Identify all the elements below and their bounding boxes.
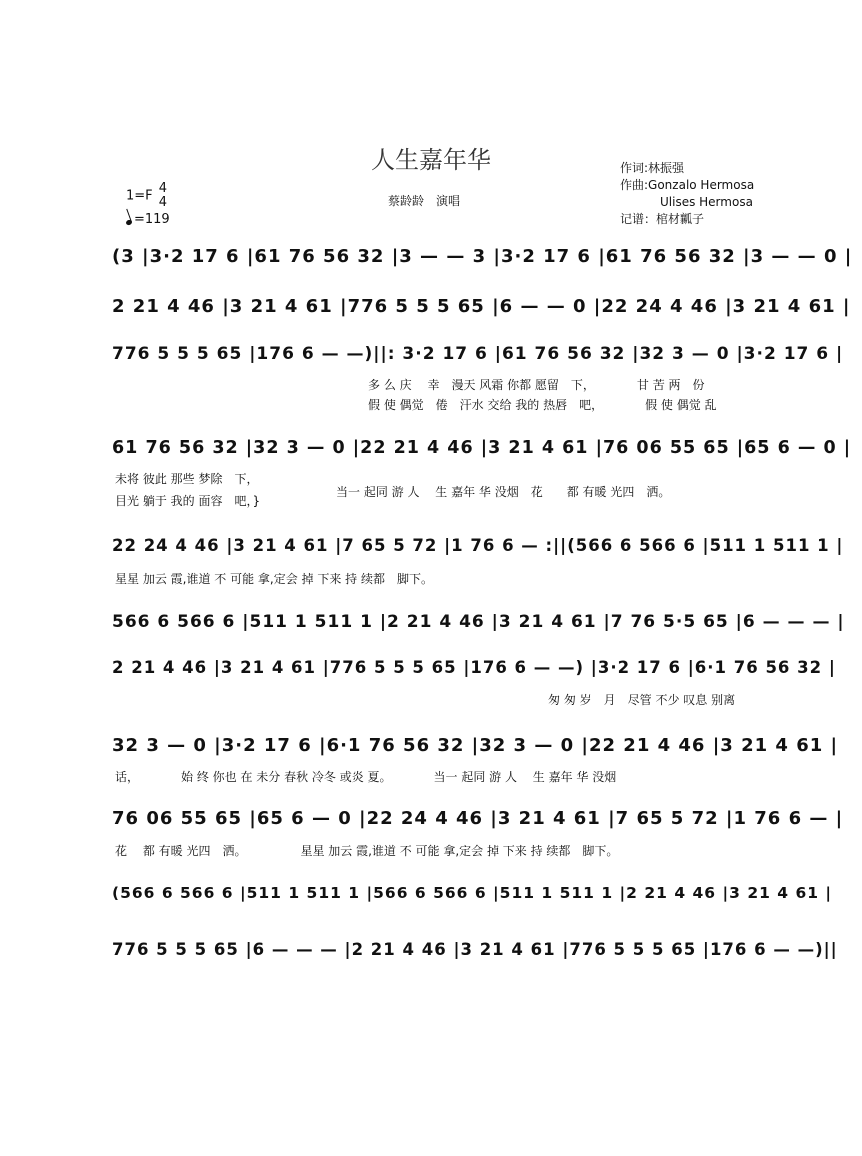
tempo-value: =119 (134, 212, 170, 227)
lyric-line-3b: 假 使 偶觉 倦 汗水 交给 我的 热唇 吧， 假 使 偶觉 乱 (368, 398, 717, 412)
song-title: 人生嘉年华 (371, 146, 491, 174)
lyric-line-9: 花 都 有暖 光四 洒。 星星 加云 霞,谁道 不 可能 拿,定会 掉 下来 持 续都 脚下。 (115, 844, 619, 858)
credits (620, 160, 754, 228)
staff-line-9: 76 06 55 65 |65 6 — 0 |22 24 4 46 |3 21 4 61 |7 65 5 72 |1 76 6 — | (112, 808, 844, 829)
staff-line-4: 61 76 56 32 |32 3 — 0 |22 21 4 46 |3 21 4 61 |76 06 55 65 |65 6 — 0 | (112, 438, 852, 458)
singer: 蔡龄龄 演唱 (388, 194, 461, 208)
lyric-line-4c: 当一 起同 游 人 生 嘉年 华 没烟 花 都 有暖 光四 洒。 (336, 485, 671, 499)
staff-line-7: 2 21 4 46 |3 21 4 61 |776 5 5 5 65 |176 6 — —) |3·2 17 6 |6·1 76 56 32 | (112, 658, 836, 677)
staff-line-11: 776 5 5 5 65 |6 — — — |2 21 4 46 |3 21 4 61 |776 5 5 5 65 |176 6 — —)|| (112, 940, 838, 959)
quarter-note-icon (125, 219, 132, 226)
time-bottom: 4 (158, 195, 168, 210)
key-label: 1=F (126, 188, 153, 204)
lyric-line-7: 匆 匆 岁 月 尽管 不少 叹息 别离 (548, 693, 736, 707)
composer-second: Ulises Hermosa (660, 195, 753, 209)
staff-line-10: (566 6 566 6 |511 1 511 1 |566 6 566 6 |511 1 511 1 |2 21 4 46 |3 21 4 61 | (112, 884, 833, 902)
staff-line-1: (3 |3·2 17 6 |61 76 56 32 |3 — — 3 |3·2 17 6 |61 76 56 32 |3 — — 0 | (112, 246, 853, 267)
lyric-line-8: 话， 始 终 你也 在 未分 春秋 冷冬 或炎 夏。 当一 起同 游 人 生 嘉年 华 没烟 (115, 770, 617, 784)
tempo-marking (126, 212, 170, 227)
lyric-line-3a: 多 么 庆 幸 漫天 风霜 你都 愿留 下， 甘 苦 两 份 (368, 378, 705, 392)
lyric-line-4a: 未将 彼此 那些 梦除 下， (115, 472, 259, 486)
lyric-line-5: 星星 加云 霞,谁道 不 可能 拿,定会 掉 下来 持 续都 脚下。 (115, 572, 433, 586)
time-signature (159, 182, 167, 210)
time-top: 4 (158, 181, 168, 196)
staff-line-2: 2 21 4 46 |3 21 4 61 |776 5 5 5 65 |6 — — 0 |22 24 4 46 |3 21 4 61 | (112, 296, 851, 317)
lyric-line-4b: 目光 躺于 我的 面容 吧，} (115, 494, 261, 508)
staff-line-8: 32 3 — 0 |3·2 17 6 |6·1 76 56 32 |32 3 — 0 |22 21 4 46 |3 21 4 61 | (112, 735, 839, 756)
composer: 作曲:Gonzalo Hermosa (620, 178, 755, 192)
staff-line-5: 22 24 4 46 |3 21 4 61 |7 65 5 72 |1 76 6 — :||(566 6 566 6 |511 1 511 1 | (112, 536, 844, 555)
key-signature (126, 182, 167, 210)
lyricist: 作词:林振强 (620, 161, 685, 175)
staff-line-3: 776 5 5 5 65 |176 6 — —)||: 3·2 17 6 |61 76 56 32 |32 3 — 0 |3·2 17 6 | (112, 344, 844, 364)
staff-line-6: 566 6 566 6 |511 1 511 1 |2 21 4 46 |3 21 4 61 |7 76 5·5 65 |6 — — — | (112, 612, 845, 632)
transcriber: 记谱：棺材瓤子 (620, 212, 705, 226)
